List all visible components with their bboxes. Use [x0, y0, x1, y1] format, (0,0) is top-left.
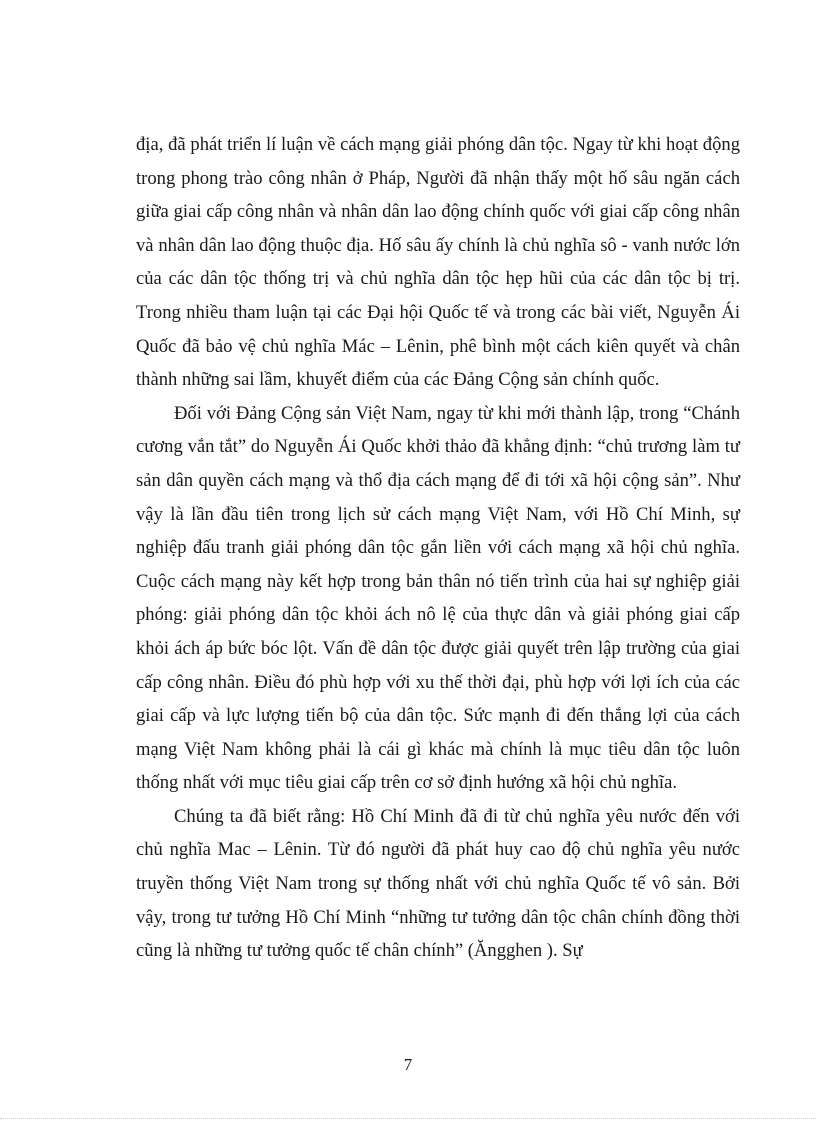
paragraph-1: địa, đã phát triển lí luận về cách mạng giải phóng dân tộc. Ngay từ khi hoạt động trong phong trào công nhân ở Pháp, Người đã nhận thấy một hố sâu ngăn cách giữa giai cấp công nhân và nhân dân lao động chính quốc với giai cấp công nhân và nhân dân lao động thuộc địa. Hố sâu ấy chính là chủ nghĩa sô - vanh nước lớn của các dân tộc thống trị và chủ nghĩa dân tộc hẹp hũi của các dân tộc bị trị. Trong nhiều tham luận tại các Đại hội Quốc tế và trong các bài viết, Nguyễn Ái Quốc đã bảo vệ chủ nghĩa Mác – Lênin, phê bình một cách kiên quyết và chân thành những sai lầm, khuyết điểm của các Đảng Cộng sản chính quốc.: [136, 134, 740, 391]
body-text: [136, 128, 740, 968]
page-bottom-divider: [0, 1118, 816, 1119]
paragraph-3: Chúng ta đã biết rằng: Hồ Chí Minh đã đi từ chủ nghĩa yêu nước đến với chủ nghĩa Mac – Lênin. Từ đó người đã phát huy cao độ chủ nghĩa yêu nước truyền thống Việt Nam trong sự thống nhất với chủ nghĩa Quốc tế vô sản. Bởi vậy, trong tư tưởng Hồ Chí Minh “những tư tưởng dân tộc chân chính đồng thời cũng là những tư tưởng quốc tế chân chính” (Ăngghen ). Sự: [136, 805, 740, 962]
page-number: 7: [403, 1055, 413, 1074]
paragraph-2: Đối với Đảng Cộng sản Việt Nam, ngay từ khi mới thành lập, trong “Chánh cương vắn tắt” do Nguyễn Ái Quốc khởi thảo đã khẳng định: “chủ trương làm tư sản dân quyền cách mạng và thổ địa cách mạng để đi tới xã hội cộng sản”. Như vậy là lần đầu tiên trong lịch sử cách mạng Việt Nam, với Hồ Chí Minh, sự nghiệp đấu tranh giải phóng dân tộc gắn liền với cách mạng xã hội chủ nghĩa. Cuộc cách mạng này kết hợp trong bản thân nó tiến trình của hai sự nghiệp giải phóng: giải phóng dân tộc khỏi ách nô lệ của thực dân và giải phóng giai cấp khỏi ách áp bức bóc lột. Vấn đề dân tộc được giải quyết trên lập trường của giai cấp công nhân. Điều đó phù hợp với xu thế thời đại, phù hợp với lợi ích của các giai cấp và lực lượng tiến bộ của dân tộc. Sức mạnh đi đến thắng lợi của cách mạng Việt Nam không phải là cái gì khác mà chính là mục tiêu dân tộc luôn thống nhất với mục tiêu giai cấp trên cơ sở định hướng xã hội chủ nghĩa.: [136, 402, 740, 794]
